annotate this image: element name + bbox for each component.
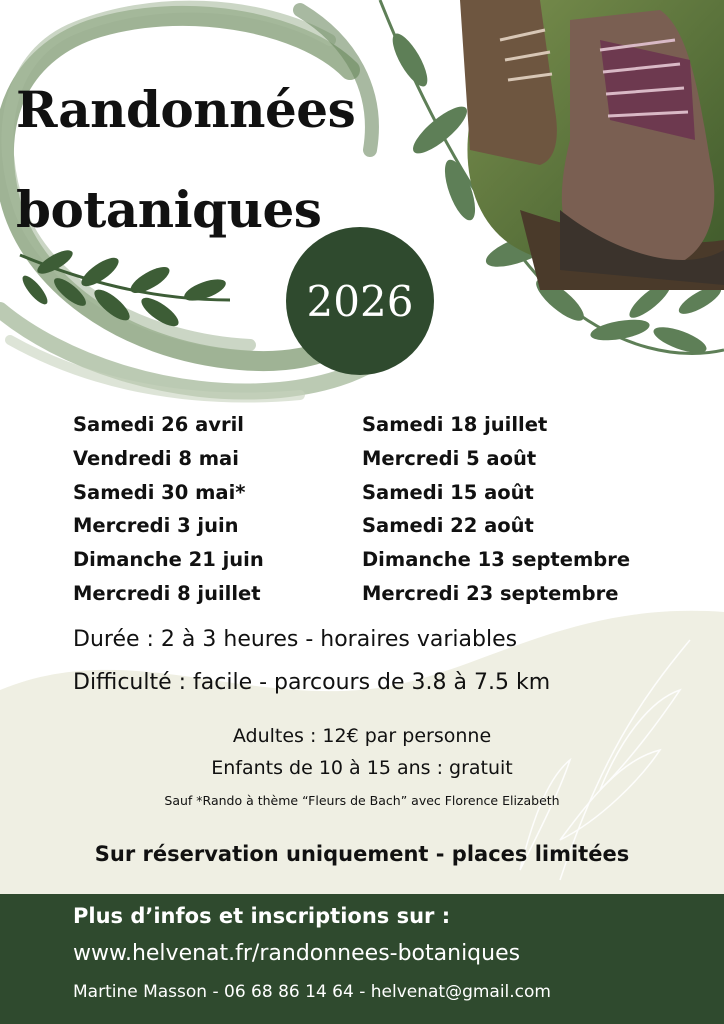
- hiking-boots-photo: [460, 0, 724, 290]
- date-item: Samedi 26 avril: [73, 413, 244, 436]
- prices: [0, 720, 724, 784]
- title-line-1: Randonnées: [16, 80, 356, 139]
- date-item: Mercredi 5 août: [362, 446, 537, 470]
- year-badge: 2026: [286, 227, 434, 375]
- date-item: Mercredi 8 juillet: [73, 581, 261, 605]
- date-item: Samedi 18 juillet: [362, 413, 548, 436]
- date-item: Dimanche 21 juin: [73, 548, 264, 572]
- contact-info: Martine Masson - 06 68 86 14 64 - helvenat@gmail.com: [73, 982, 551, 1002]
- date-item: Mercredi 3 juin: [73, 514, 239, 538]
- difficulty-info: Difficulté : facile - parcours de 3.8 à 7.5 km: [73, 670, 551, 695]
- exception-note: Sauf *Rando à thème “Fleurs de Bach” avec Florence Elizabeth: [164, 793, 560, 808]
- children-price: Enfants de 10 à 15 ans : gratuit: [211, 757, 513, 779]
- footer-title: Plus d’infos et inscriptions sur :: [73, 904, 451, 928]
- date-item: Samedi 30 mai*: [73, 480, 246, 504]
- date-item: Samedi 22 août: [362, 514, 534, 538]
- footer: [0, 894, 724, 1024]
- date-item: Mercredi 23 septembre: [362, 581, 619, 605]
- dates-column-right: [362, 408, 630, 611]
- date-item: Vendredi 8 mai: [73, 446, 239, 470]
- date-item: Samedi 15 août: [362, 480, 534, 504]
- page-title: [16, 60, 355, 260]
- reservation-notice: Sur réservation uniquement - places limitées: [94, 842, 630, 866]
- title-line-2: botaniques: [16, 180, 322, 239]
- date-item: Dimanche 13 septembre: [362, 548, 631, 572]
- dates-column-left: [73, 408, 264, 611]
- duration-info: Durée : 2 à 3 heures - horaires variables: [73, 627, 518, 652]
- website-link[interactable]: www.helvenat.fr/randonnees-botaniques: [73, 941, 521, 966]
- adult-price: Adultes : 12€ par personne: [232, 725, 492, 747]
